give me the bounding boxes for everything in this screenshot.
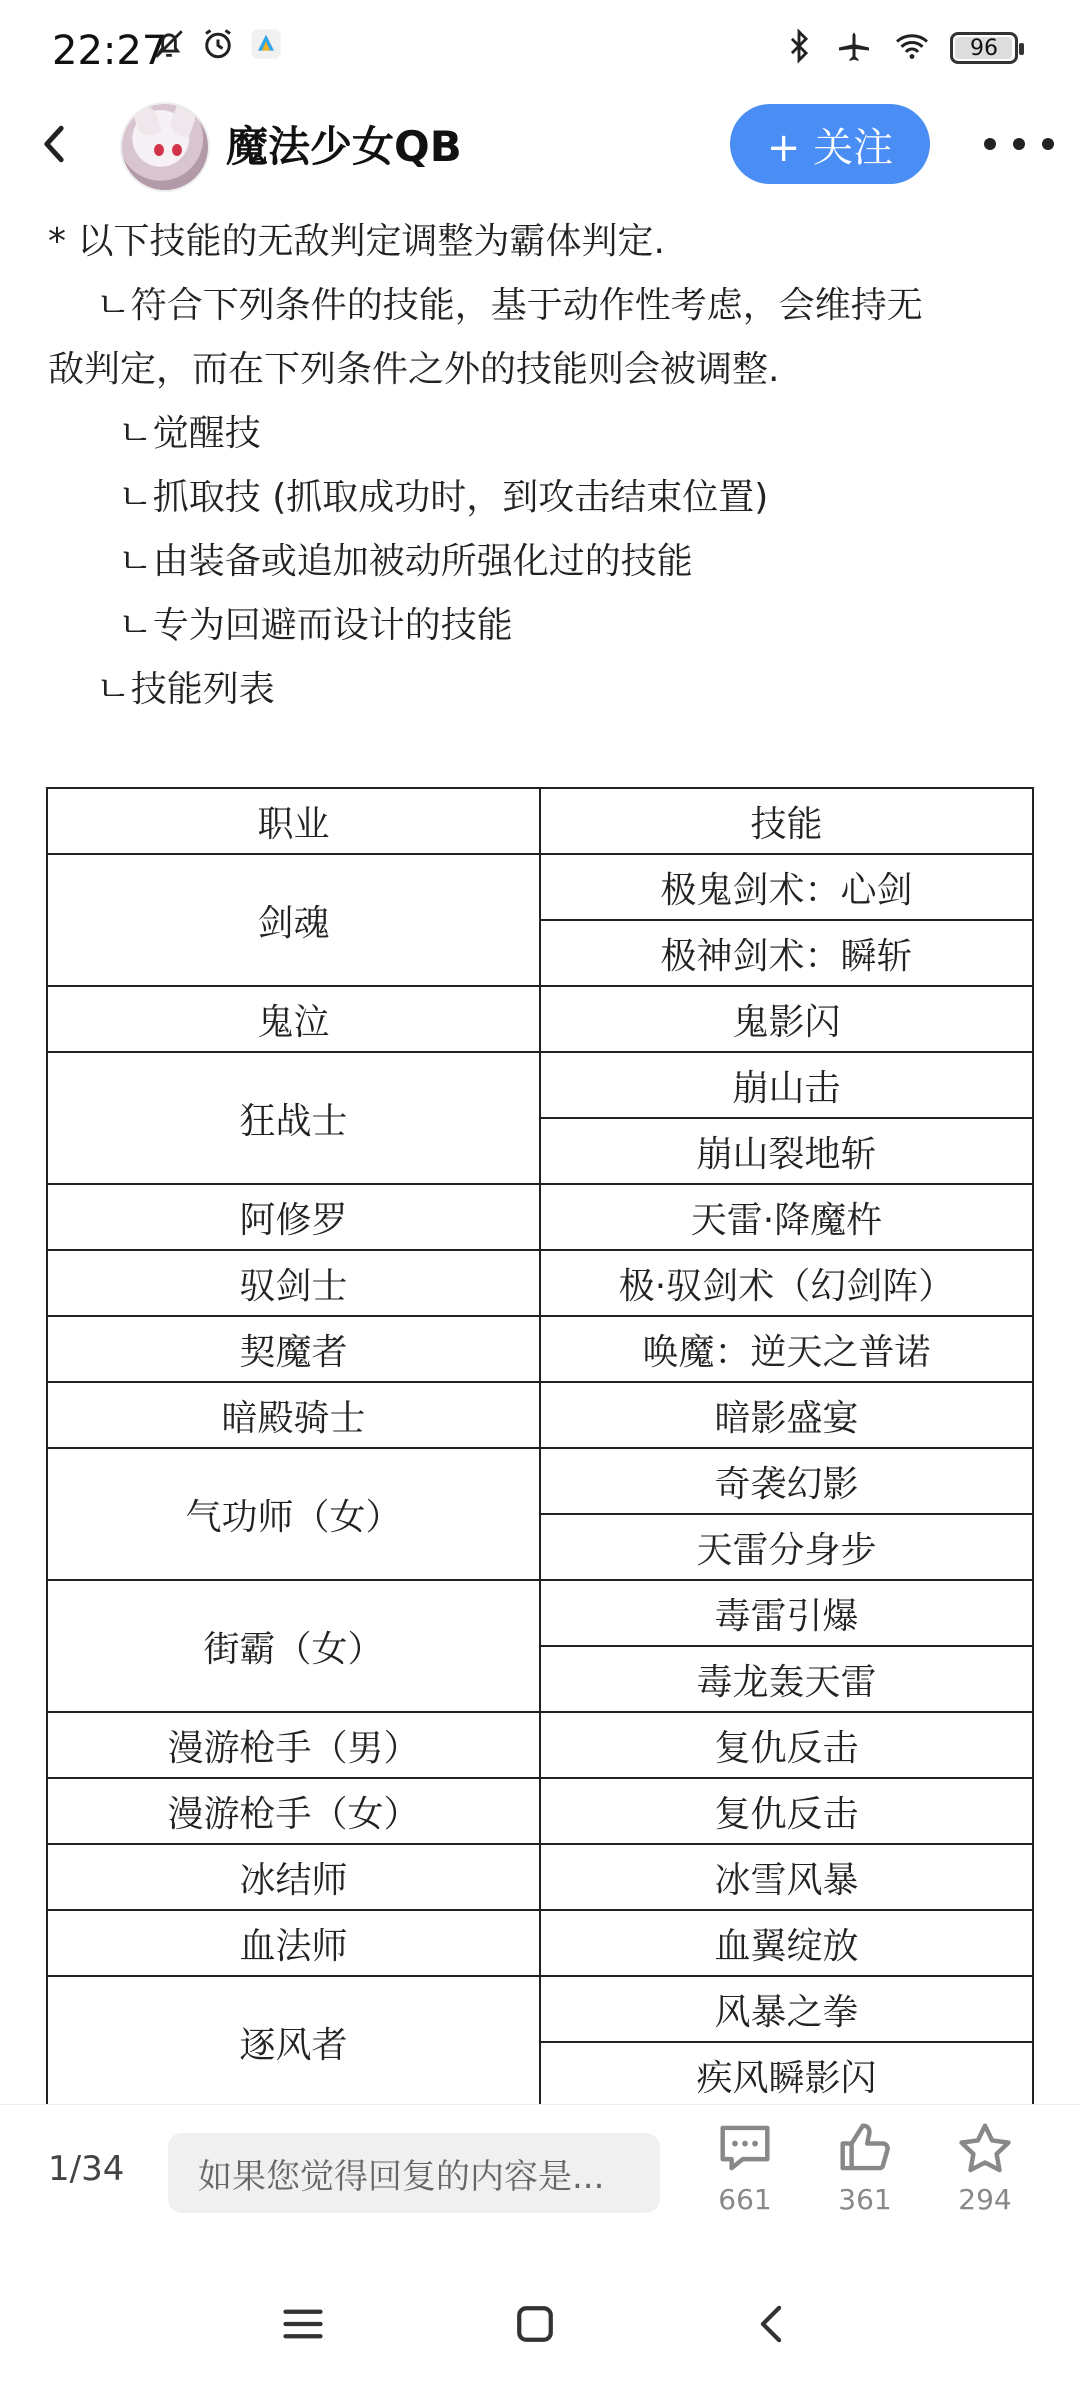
skill-cell: 极鬼剑术：心剑: [540, 854, 1033, 920]
table-row: [47, 1184, 1033, 1250]
battery-level: 96: [970, 35, 998, 61]
job-cell: 鬼泣: [47, 986, 540, 1052]
table-row: [47, 1910, 1033, 1976]
battery-icon: [950, 32, 1018, 64]
status-bar: [0, 0, 1080, 100]
dot-icon: [1042, 138, 1054, 150]
table-row: [47, 1250, 1033, 1316]
job-cell: 血法师: [47, 1910, 540, 1976]
home-button[interactable]: [500, 2294, 570, 2354]
status-right-icons: [782, 28, 1018, 68]
table-row: [47, 1580, 1033, 1646]
star-icon: [956, 2121, 1014, 2175]
skill-cell: 疾风瞬影闪: [540, 2042, 1033, 2108]
post-line: ㄴ抓取技 (抓取成功时，到攻击结束位置): [118, 477, 769, 518]
table-row: [47, 1382, 1033, 1448]
column-header-skill: 技能: [540, 788, 1033, 854]
post-line: ㄴ技能列表: [96, 669, 275, 710]
post-line: ㄴ专为回避而设计的技能: [118, 605, 513, 646]
table-row: [47, 1778, 1033, 1844]
skill-cell: 血翼绽放: [540, 1910, 1033, 1976]
skill-cell: 风暴之拳: [540, 1976, 1033, 2042]
job-cell: 街霸（女）: [47, 1580, 540, 1712]
job-cell: 驭剑士: [47, 1250, 540, 1316]
back-button[interactable]: [30, 120, 78, 168]
reply-input[interactable]: 如果您觉得回复的内容是...: [168, 2133, 660, 2213]
skill-cell: 崩山裂地斩: [540, 1118, 1033, 1184]
comment-icon: [716, 2121, 774, 2175]
back-nav-button[interactable]: [736, 2294, 806, 2354]
column-header-job: 职业: [47, 788, 540, 854]
job-cell: 契魔者: [47, 1316, 540, 1382]
skill-cell: 毒雷引爆: [540, 1580, 1033, 1646]
more-options-button[interactable]: [984, 124, 1054, 164]
job-cell: 漫游枪手（男）: [47, 1712, 540, 1778]
table-row: [47, 986, 1033, 1052]
job-cell: 狂战士: [47, 1052, 540, 1184]
home-square-icon: [514, 2303, 556, 2345]
skill-cell: 奇袭幻影: [540, 1448, 1033, 1514]
table-row: [47, 1052, 1033, 1118]
job-cell: 剑魂: [47, 854, 540, 986]
wifi-icon: [892, 28, 932, 68]
skill-cell: 毒龙轰天雷: [540, 1646, 1033, 1712]
job-cell: 阿修罗: [47, 1184, 540, 1250]
skill-cell: 复仇反击: [540, 1712, 1033, 1778]
airplane-icon: [834, 28, 874, 68]
favorite-button[interactable]: [940, 2121, 1030, 2216]
skill-cell: 天雷分身步: [540, 1514, 1033, 1580]
job-cell: 逐风者: [47, 1976, 540, 2108]
comment-button[interactable]: [700, 2121, 790, 2216]
job-cell: 暗殿骑士: [47, 1382, 540, 1448]
status-time: 22:27: [52, 28, 168, 74]
post-line: * 以下技能的无敌判定调整为霸体判定.: [48, 221, 665, 262]
table-row: [47, 854, 1033, 920]
bluetooth-icon: [782, 28, 816, 68]
table-row: [47, 1976, 1033, 2042]
back-arrow-icon: [756, 2303, 786, 2345]
skill-cell: 极神剑术：瞬斩: [540, 920, 1033, 986]
avatar[interactable]: [120, 102, 210, 192]
post-line: ㄴ符合下列条件的技能，基于动作性考虑，会维持无: [96, 285, 923, 326]
alarm-icon: [200, 26, 236, 66]
job-cell: 冰结师: [47, 1844, 540, 1910]
table-row: [47, 1316, 1033, 1382]
like-count: 361: [838, 2183, 892, 2216]
table-row: [47, 1712, 1033, 1778]
post-line: ㄴ觉醒技: [118, 413, 261, 454]
post-body: [48, 210, 1038, 722]
job-cell: 气功师（女）: [47, 1448, 540, 1580]
author-name[interactable]: 魔法少女QB: [226, 122, 462, 171]
dot-icon: [984, 138, 996, 150]
system-nav-bar: [0, 2254, 1080, 2400]
like-button[interactable]: [820, 2121, 910, 2216]
skill-cell: 唤魔：逆天之普诺: [540, 1316, 1033, 1382]
follow-button[interactable]: + 关注: [730, 104, 930, 184]
skill-cell: 复仇反击: [540, 1778, 1033, 1844]
table-row: [47, 1844, 1033, 1910]
skill-cell: 极·驭剑术（幻剑阵）: [540, 1250, 1033, 1316]
post-header: [0, 96, 1080, 192]
chevron-left-icon: [39, 124, 69, 164]
thumbs-up-icon: [836, 2121, 894, 2175]
app-icon: [250, 28, 282, 64]
post-line: 敌判定，而在下列条件之外的技能则会被调整.: [48, 349, 780, 390]
job-cell: 漫游枪手（女）: [47, 1778, 540, 1844]
menu-button[interactable]: [268, 2294, 338, 2354]
menu-icon: [282, 2304, 324, 2344]
status-left-icons: [152, 26, 282, 66]
comment-count: 661: [718, 2183, 772, 2216]
bottom-action-bar: [0, 2104, 1080, 2254]
skill-cell: 冰雪风暴: [540, 1844, 1033, 1910]
skill-cell: 崩山击: [540, 1052, 1033, 1118]
bell-off-icon: [152, 27, 186, 65]
dot-icon: [1013, 138, 1025, 150]
table-row: [47, 1448, 1033, 1514]
favorite-count: 294: [958, 2183, 1012, 2216]
skill-cell: 天雷·降魔杵: [540, 1184, 1033, 1250]
page-indicator[interactable]: 1/34: [48, 2149, 125, 2189]
skill-cell: 鬼影闪: [540, 986, 1033, 1052]
post-line: ㄴ由装备或追加被动所强化过的技能: [118, 541, 693, 582]
table-header-row: [47, 788, 1033, 854]
skill-table: [46, 787, 1034, 2109]
skill-cell: 暗影盛宴: [540, 1382, 1033, 1448]
